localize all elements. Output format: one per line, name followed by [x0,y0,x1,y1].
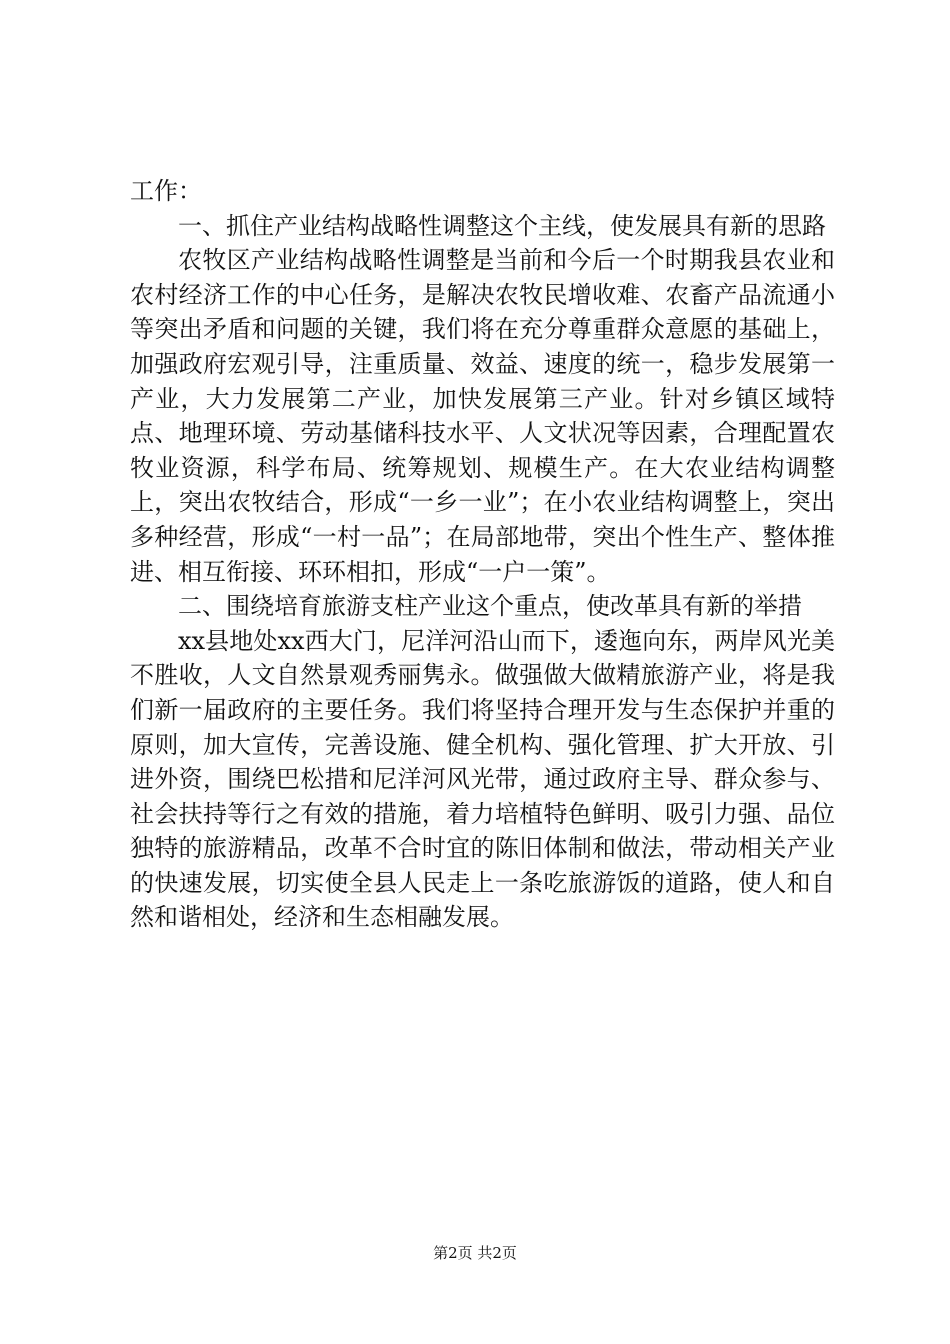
paragraph-section-two: xx县地处xx西大门，尼洋河沿山而下，逶迤向东，两岸风光美不胜收，人文自然景观秀丽隽永。做强做大做精旅游产业，将是我们新一届政府的主要任务。我们将坚持合理开发与生态保护并重的原则，加大宣传，完善设施、健全机构、强化管理、扩大开放、引进外资，围绕巴松措和尼洋河风光带，通过政府主导、群众参与、社会扶持等行之有效的措施，着力培植特色鲜明、吸引力强、品位独特的旅游精品，改革不合时宜的陈旧体制和做法，带动相关产业的快速发展，切实使全县人民走上一条吃旅游饭的道路，使人和自然和谐相处，经济和生态相融发展。 [130,626,835,932]
paragraph-intro: 工作： [130,177,202,205]
document-body [130,174,835,935]
heading-section-one: 一、抓住产业结构战略性调整这个主线，使发展具有新的思路 [178,211,826,240]
page-footer: 第2页 共2页 [433,1244,517,1262]
paragraph-section-one: 农牧区产业结构战略性调整是当前和今后一个时期我县农业和农村经济工作的中心任务，是解决农牧民增收难、农畜产品流通小等突出矛盾和问题的关键，我们将在充分尊重群众意愿的基础上，加强政府宏观引导，注重质量、效益、速度的统一，稳步发展第一产业，大力发展第二产业，加快发展第三产业。针对乡镇区域特点、地理环境、劳动基储科技水平、人文状况等因素，合理配置农牧业资源，科学布局、统筹规划、规模生产。在大农业结构调整上，突出农牧结合，形成“一乡一业”；在小农业结构调整上，突出多种经营，形成“一村一品”；在局部地带，突出个性生产、整体推进、相互衔接、环环相扣，形成“一户一策”。 [130,246,835,586]
heading-section-two: 二、围绕培育旅游支柱产业这个重点，使改革具有新的举措 [178,592,802,621]
